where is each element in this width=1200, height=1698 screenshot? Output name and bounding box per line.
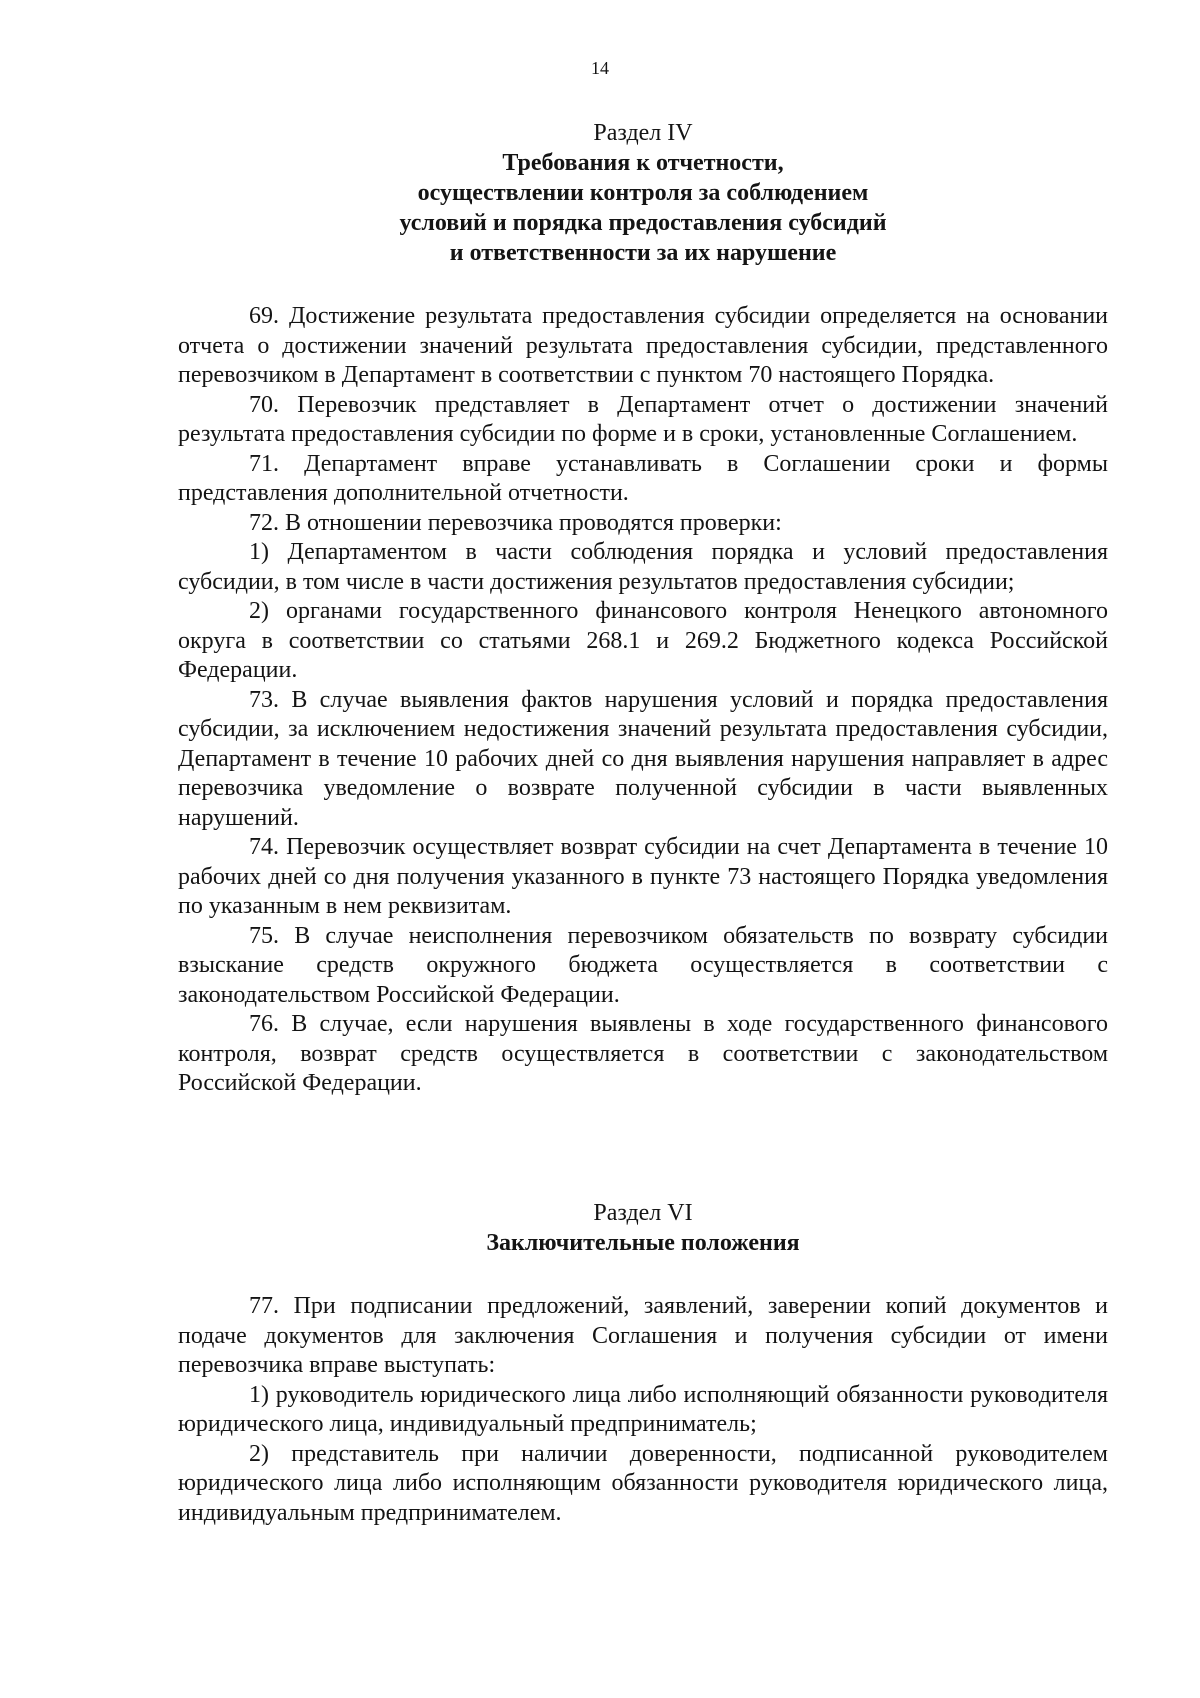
section-title [178, 1228, 1108, 1258]
section-title-line: условий и порядка предоставления субсидий [399, 210, 887, 236]
section-title-line: осуществлении контроля за соблюдением [417, 180, 869, 206]
section-body [178, 1292, 1108, 1528]
section-body [178, 302, 1108, 1099]
section-title-line: и ответственности за их нарушение [449, 240, 837, 266]
section-vi [178, 1198, 1108, 1528]
section-label: Раздел VI [593, 1200, 693, 1226]
paragraph-72-item-1: 1) Департаментом в части соблюдения порядка и условий предоставления субсидии, в том числе в части достижения результатов предоставления субсидии; [178, 539, 1108, 595]
paragraph-73: 73. В случае выявления фактов нарушения условий и порядка предоставления субсидии, за исключением недостижения значений результата предоставления субсидии, Департамент в течение 10 рабочих дней со дня выявления нарушения направляет в адрес перевозчика уведомление о возврате полученной субсидии в части выявленных нарушений. [178, 686, 1108, 831]
paragraph-75: 75. В случае неисполнения перевозчиком обязательств по возврату субсидии взыскание средств окружного бюджета осуществляется в соответствии с законодательством Российской Федерации. [178, 922, 1108, 1008]
section-iv [178, 118, 1108, 1099]
paragraph-69: 69. Достижение результата предоставления субсидии определяется на основании отчета о достижении значений результата предоставления субсидии, представленного перевозчиком в Департамент в соответствии с пунктом 70 настоящего Порядка. [178, 303, 1108, 388]
paragraph-77: 77. При подписании предложений, заявлений, заверении копий документов и подаче документов для заключения Соглашения и получения субсидии от имени перевозчика вправе выступать: [178, 1293, 1108, 1378]
paragraph-77-item-1: 1) руководитель юридического лица либо исполняющий обязанности руководителя юридического лица, индивидуальный предприниматель; [178, 1381, 1108, 1437]
paragraph-72-item-2: 2) органами государственного финансового контроля Ненецкого автономного округа в соответствии со статьями 268.1 и 269.2 Бюджетного кодекса Российской Федерации. [178, 598, 1108, 683]
section-title-line: Заключительные положения [486, 1230, 800, 1256]
section-title-line: Требования к отчетности, [502, 150, 784, 176]
paragraph-77-item-2: 2) представитель при наличии доверенности, подписанной руководителем юридического лица либо исполняющим обязанности руководителя юридического лица, индивидуальным предпринимателем. [178, 1440, 1108, 1526]
paragraph-70: 70. Перевозчик представляет в Департамент отчет о достижении значений результата предоставления субсидии по форме и в сроки, установленные Соглашением. [178, 391, 1108, 447]
paragraph-76: 76. В случае, если нарушения выявлены в ходе государственного финансового контроля, возврат средств осуществляется в соответствии с законодательством Российской Федерации. [178, 1011, 1108, 1096]
paragraph-74: 74. Перевозчик осуществляет возврат субсидии на счет Департамента в течение 10 рабочих дней со дня получения указанного в пункте 73 настоящего Порядка уведомления по указанным в нем реквизитам. [178, 834, 1108, 919]
section-label: Раздел IV [593, 120, 693, 146]
paragraph-71: 71. Департамент вправе устанавливать в Соглашении сроки и формы представления дополнительной отчетности. [178, 450, 1108, 506]
paragraph-72: 72. В отношении перевозчика проводятся проверки: [249, 509, 782, 536]
section-title [178, 148, 1108, 268]
page-number: 14 [591, 58, 609, 78]
